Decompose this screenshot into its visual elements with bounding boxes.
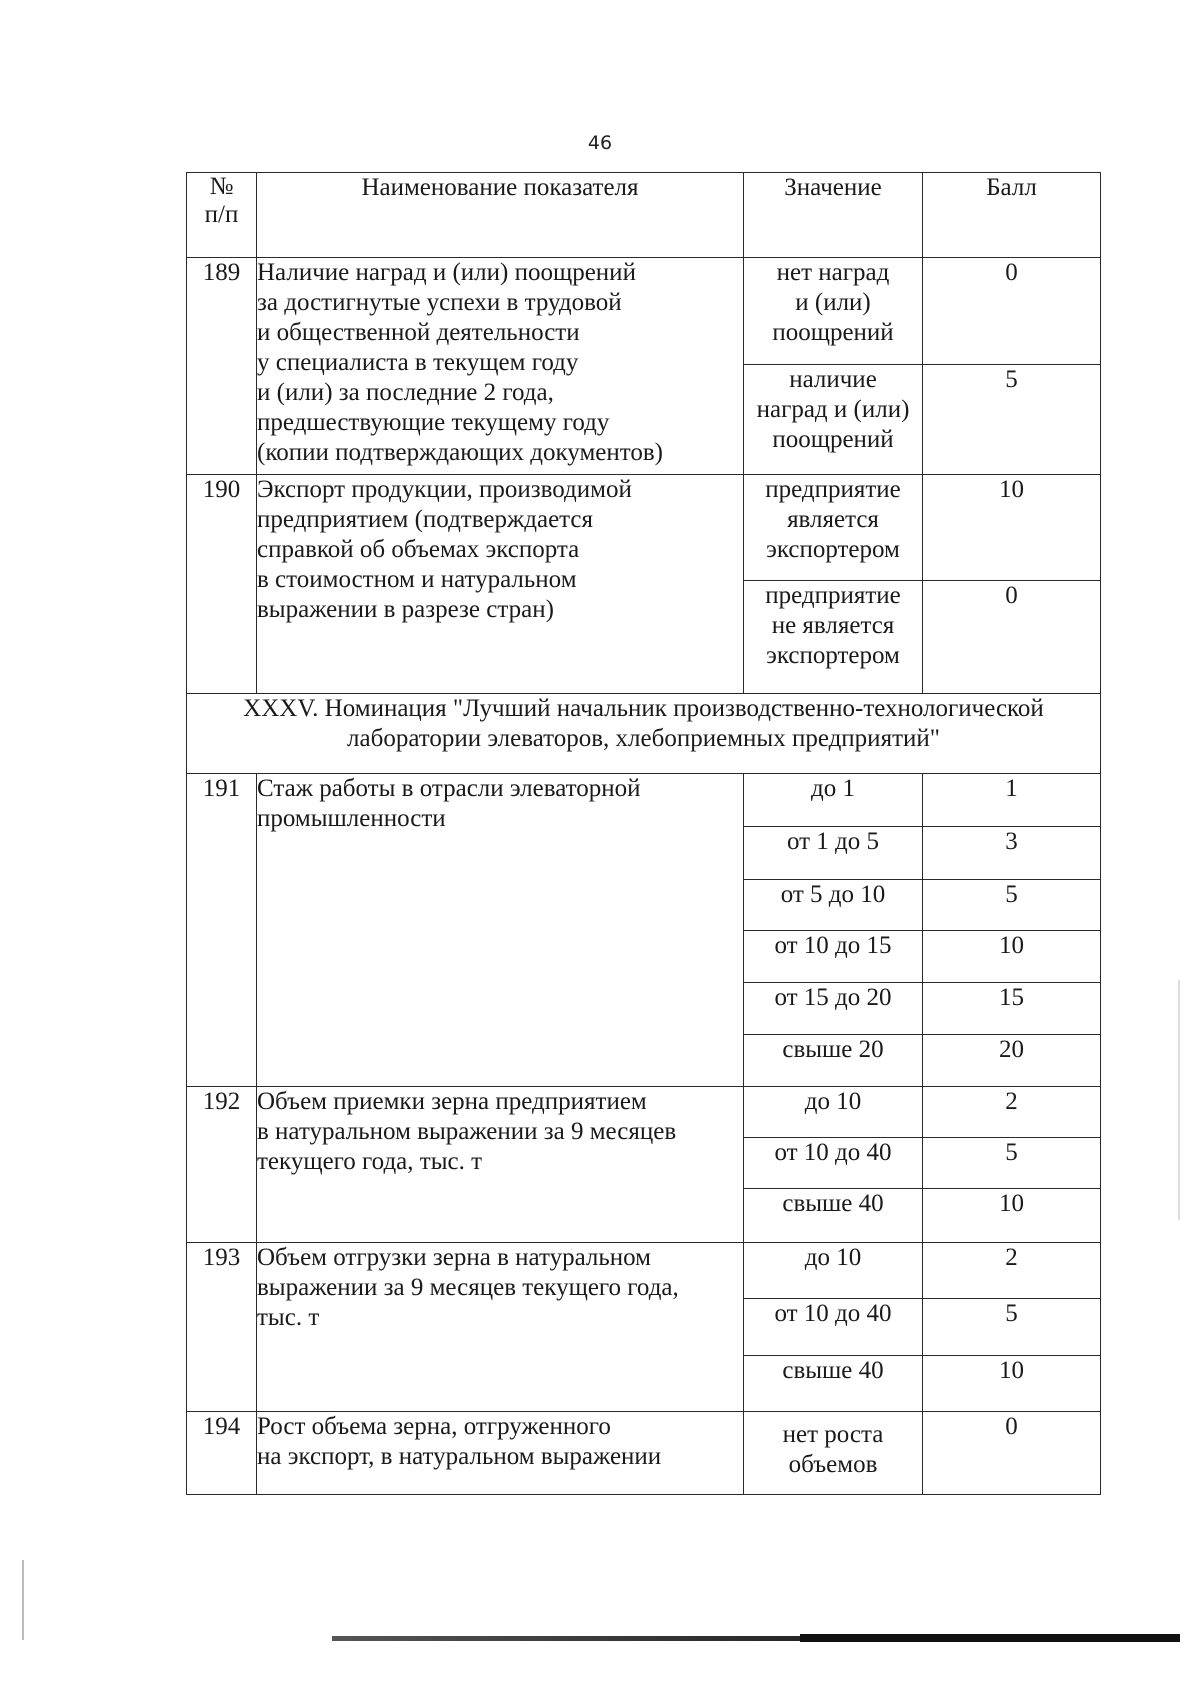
section-title: XXXV. Номинация "Лучший начальник производственно-технологической лаборатории элеваторов, хлебоприемных предприятий" [187,694,1101,774]
option-value: свыше 20 [744,1035,923,1087]
option-points: 5 [923,365,1101,475]
option-value: свыше 40 [744,1189,923,1243]
option-points: 15 [923,983,1101,1035]
option-points: 5 [923,1299,1101,1356]
indicator-name: Стаж работы в отрасли элеваторной промышленности [257,774,744,1087]
option-points: 0 [923,581,1101,694]
option-points: 20 [923,1035,1101,1087]
header-points: Балл [923,173,1101,258]
section-row [187,694,1101,774]
row-number: 194 [187,1412,257,1495]
option-value: от 10 до 40 [744,1138,923,1189]
table-row [187,475,1101,581]
row-number: 190 [187,475,257,694]
indicator-name: Наличие наград и (или) поощрений за достигнутые успехи в трудовой и общественной деятельности у специалиста в текущем году и (или) за последние 2 года, предшествующие текущему году (копии подтверждающих документов) [257,258,744,475]
option-value: до 10 [744,1087,923,1138]
option-value: предприятие не является экспортером [744,581,923,694]
option-points: 3 [923,827,1101,880]
header-value: Значение [744,173,923,258]
option-points: 2 [923,1243,1101,1299]
option-points: 10 [923,1189,1101,1243]
option-points: 10 [923,1356,1101,1412]
option-points: 0 [923,258,1101,365]
option-points: 1 [923,774,1101,827]
row-number: 193 [187,1243,257,1412]
table-row [187,1243,1101,1299]
option-value: от 10 до 40 [744,1299,923,1356]
option-value: от 10 до 15 [744,931,923,983]
table-row [187,258,1101,365]
footer-rule [332,1636,1180,1641]
indicator-name: Объем отгрузки зерна в натуральном выражении за 9 месяцев текущего года, тыс. т [257,1243,744,1412]
row-number: 189 [187,258,257,475]
header-no: № п/п [187,173,257,258]
option-value: нет роста объемов [744,1412,923,1495]
table-row [187,1087,1101,1138]
option-points: 10 [923,475,1101,581]
option-value: до 10 [744,1243,923,1299]
table-row [187,774,1101,827]
option-value: нет наград и (или) поощрений [744,258,923,365]
option-value: от 1 до 5 [744,827,923,880]
option-value: свыше 40 [744,1356,923,1412]
option-points: 2 [923,1087,1101,1138]
option-value: до 1 [744,774,923,827]
row-number: 191 [187,774,257,1087]
table-row [187,1412,1101,1495]
indicator-name: Экспорт продукции, производимой предприятием (подтверждается справкой об объемах экспорта в стоимостном и натуральном выражении в разрезе стран) [257,475,744,694]
option-value: наличие наград и (или) поощрений [744,365,923,475]
row-number: 192 [187,1087,257,1243]
option-points: 0 [923,1412,1101,1495]
footer-rule-thick [800,1634,1180,1642]
option-points: 10 [923,931,1101,983]
option-points: 5 [923,880,1101,931]
page-number: 46 [587,132,613,154]
scan-artifact-line [1178,980,1180,1220]
option-value: от 15 до 20 [744,983,923,1035]
option-value: предприятие является экспортером [744,475,923,581]
indicator-name: Объем приемки зерна предприятием в натуральном выражении за 9 месяцев текущего года, тыс. т [257,1087,744,1243]
option-value: от 5 до 10 [744,880,923,931]
option-points: 5 [923,1138,1101,1189]
scan-artifact-line [22,1560,24,1640]
table-header-row [187,173,1101,258]
indicator-name: Рост объема зерна, отгруженного на экспорт, в натуральном выражении [257,1412,744,1495]
header-name: Наименование показателя [257,173,744,258]
indicator-table [186,172,1101,1495]
